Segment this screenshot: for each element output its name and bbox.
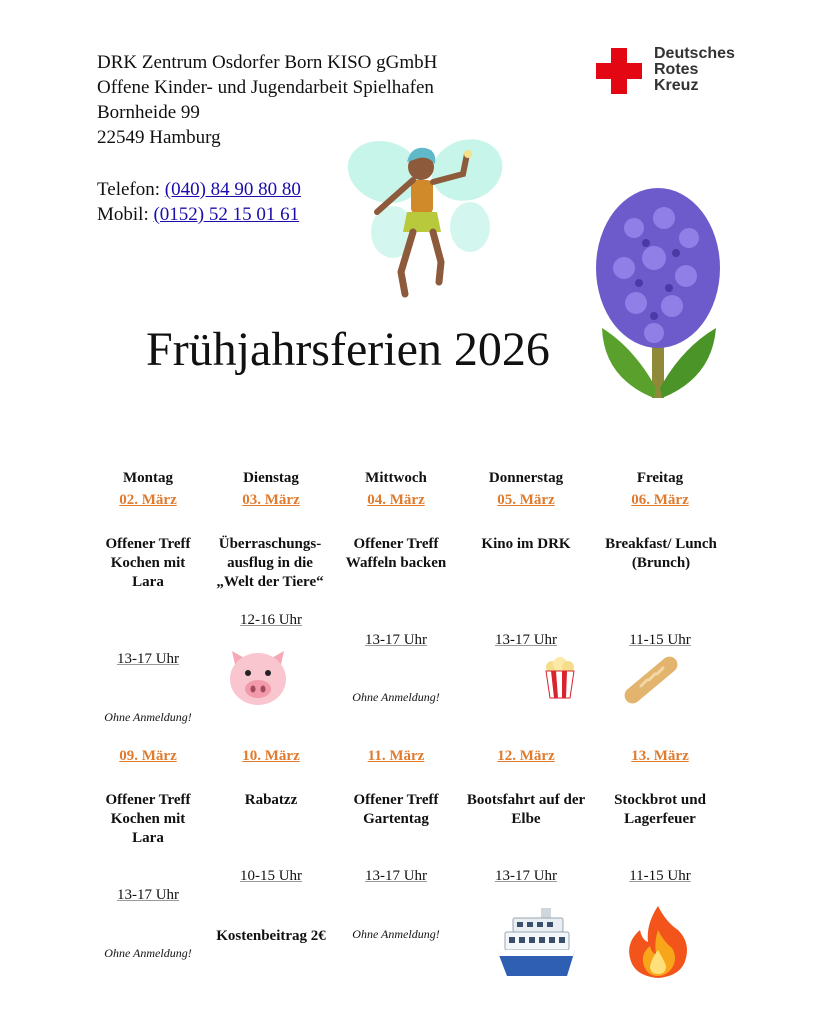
time-week1-fri: 11-15 Uhr (629, 632, 691, 648)
activity-week1-fri: Breakfast/ Lunch (Brunch) (605, 536, 717, 571)
activity-week1-tue: Überraschungs- ausflug in die „Welt der Tiere“ (216, 536, 324, 590)
page-title: Frühjahrsferien 2026 (146, 323, 550, 376)
day-wednesday: Mittwoch (365, 470, 427, 486)
date-week2-wed: 11. März (367, 748, 425, 764)
phone-label: Telefon: (97, 179, 165, 200)
time-week1-wed: 13-17 Uhr (364, 632, 428, 648)
day-monday: Montag (123, 470, 173, 486)
date-week1-tue: 03. März (242, 492, 300, 508)
street: Bornheide 99 (97, 102, 200, 123)
org-name: DRK Zentrum Osdorfer Born KISO gGmbH (97, 52, 438, 73)
date-week2-fri: 13. März (631, 748, 689, 764)
activity-week2-wed: Offener Treff Gartentag (353, 792, 439, 827)
mobile-label: Mobil: (97, 204, 154, 225)
city: 22549 Hamburg (97, 127, 221, 148)
time-week2-fri: 11-15 Uhr (629, 868, 691, 884)
logo-text: Deutsches Rotes Kreuz (654, 45, 735, 94)
day-thursday: Donnerstag (488, 470, 564, 486)
cost-note: Kostenbeitrag 2€ (216, 928, 326, 944)
fairy-icon (345, 132, 507, 300)
time-week2-tue: 10-15 Uhr (239, 868, 303, 884)
activity-week1-mon: Offener Treff Kochen mit Lara (105, 536, 191, 590)
phone-link[interactable]: (040) 84 90 80 80 (164, 179, 301, 200)
note-week2-wed: Ohne Anmeldung! (352, 927, 440, 941)
drk-logo (596, 46, 756, 98)
mobile-link[interactable]: (0152) 52 15 01 61 (153, 204, 300, 225)
baguette-icon (623, 652, 679, 706)
date-week2-thu: 12. März (497, 748, 555, 764)
hyacinth-icon (594, 188, 722, 404)
time-week1-thu: 13-17 Uhr (494, 632, 558, 648)
activity-week1-wed: Offener Treff Waffeln backen (345, 536, 447, 571)
note-week1-wed: Ohne Anmeldung! (352, 690, 440, 704)
date-week2-tue: 10. März (242, 748, 300, 764)
activity-week1-thu: Kino im DRK (481, 536, 571, 552)
ship-icon (495, 906, 577, 980)
red-cross-icon (596, 48, 642, 94)
time-week2-wed: 13-17 Uhr (364, 868, 428, 884)
note-week2-mon: Ohne Anmeldung! (104, 946, 192, 960)
day-friday: Freitag (636, 470, 684, 486)
date-week1-thu: 05. März (497, 492, 555, 508)
activity-week2-mon: Offener Treff Kochen mit Lara (105, 792, 191, 846)
activity-week2-fri: Stockbrot und Lagerfeuer (614, 792, 706, 827)
time-week1-mon: 13-17 Uhr (116, 651, 180, 667)
activity-week2-thu: Bootsfahrt auf der Elbe (466, 792, 586, 827)
date-week1-fri: 06. März (631, 492, 689, 508)
pig-icon (226, 645, 290, 707)
popcorn-icon (543, 657, 577, 699)
time-week2-thu: 13-17 Uhr (494, 868, 558, 884)
activity-week2-tue: Rabatzz (244, 792, 298, 808)
date-week1-wed: 04. März (367, 492, 425, 508)
time-week2-mon: 13-17 Uhr (116, 887, 180, 903)
date-week2-mon: 09. März (119, 748, 177, 764)
time-week1-tue: 12-16 Uhr (239, 612, 303, 628)
dept-name: Offene Kinder- und Jugendarbeit Spielhafen (97, 77, 434, 98)
date-week1-mon: 02. März (119, 492, 177, 508)
fire-icon (626, 904, 690, 980)
day-tuesday: Dienstag (243, 470, 299, 486)
note-week1-mon: Ohne Anmeldung! (104, 710, 192, 724)
